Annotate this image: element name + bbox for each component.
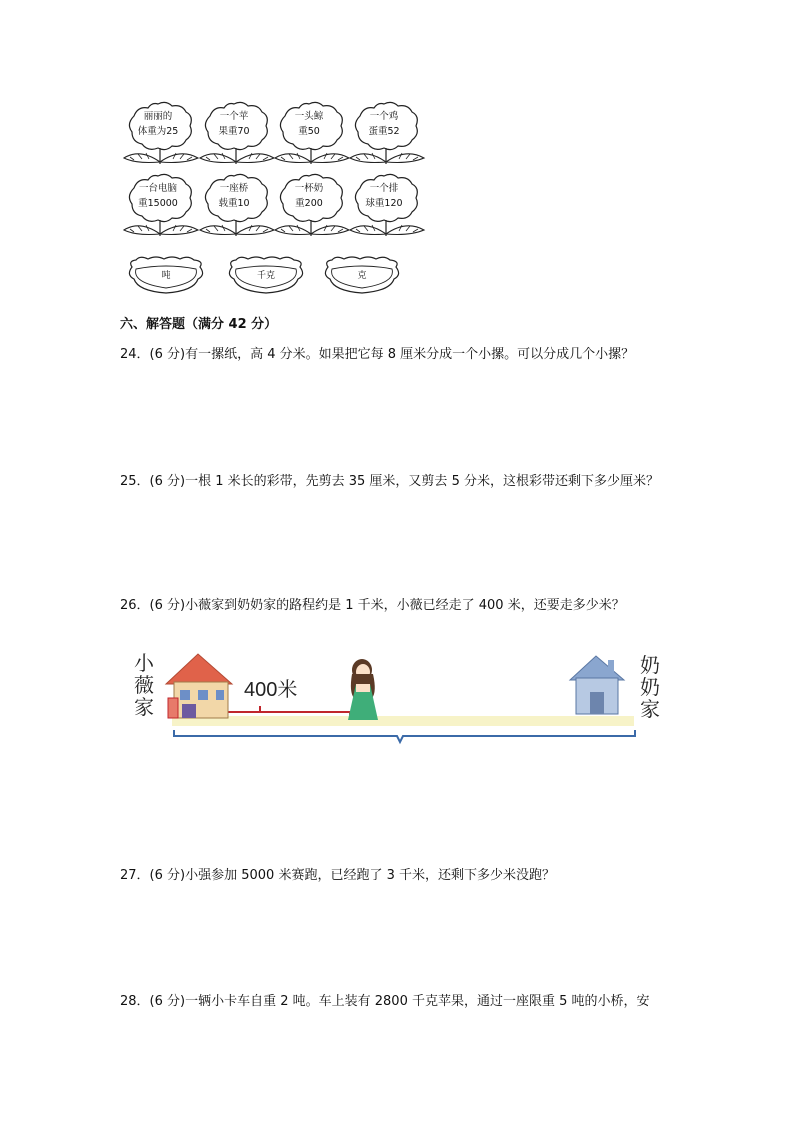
question-28: 28．(6 分)一辆小卡车自重 2 吨。车上装有 2800 千克苹果，通过一座限重 5 吨的小桥，安 (120, 994, 650, 1009)
flower-line-2: 果重70 (218, 126, 250, 137)
flower-line-1: 一杯奶 (294, 183, 324, 194)
pot-unit-label: 吨 (161, 271, 171, 281)
flower-line-1: 一个鸡 (369, 111, 399, 122)
left-home-label: 小 薇 家 (134, 651, 154, 719)
distance-brace (174, 730, 635, 742)
flower-line-1: 一座桥 (219, 183, 249, 194)
unit-pot (322, 255, 402, 295)
distance-label: 400米 (244, 679, 298, 701)
flower-line-1: 一个排 (369, 183, 399, 194)
flower-line-1: 一头鲸 (294, 111, 324, 122)
flower-card (120, 172, 202, 242)
unit-pot (126, 255, 206, 295)
xiaowei-house-icon (166, 654, 232, 718)
flower-line-2: 载重10 (218, 198, 250, 209)
flower-line-2: 重50 (298, 126, 320, 137)
route-drawing (132, 648, 672, 748)
flower-line-2: 重15000 (138, 198, 178, 209)
flower-line-2: 重200 (295, 198, 323, 209)
question-24: 24．(6 分)有一摞纸，高 4 分米。如果把它每 8 厘米分成一个小摞。可以分成几个小摞？ (120, 347, 635, 362)
question-26: 26．(6 分)小薇家到奶奶家的路程约是 1 千米，小薇已经走了 400 米，还要走多少米？ (120, 598, 625, 613)
route-figure (132, 648, 672, 748)
grandma-house-icon (570, 656, 624, 714)
flower-line-2: 球重120 (365, 198, 403, 209)
flower-card (196, 172, 278, 242)
flower-card (271, 100, 353, 170)
flower-line-1: 一台电脑 (138, 183, 177, 194)
flower-card (346, 100, 428, 170)
flower-line-2: 体重为25 (137, 126, 179, 137)
question-25: 25．(6 分)一根 1 米长的彩带，先剪去 35 厘米，又剪去 5 分米，这根彩带还剩下多少厘米？ (120, 474, 659, 489)
question-27: 27．(6 分)小强参加 5000 米赛跑，已经跑了 3 千米，还剩下多少米没跑？ (120, 868, 555, 883)
flower-card (271, 172, 353, 242)
section-title: 六、解答题（满分 42 分） (120, 317, 278, 332)
pot-unit-label: 千克 (256, 271, 275, 281)
girl-icon (348, 659, 378, 720)
pot-unit-label: 克 (357, 271, 367, 281)
unit-pot (226, 255, 306, 295)
flower-line-1: 丽丽的 (143, 111, 173, 122)
flower-card (346, 172, 428, 242)
flower-line-1: 一个苹 (219, 111, 249, 122)
road (172, 716, 634, 726)
right-home-label: 奶 奶 家 (640, 653, 660, 721)
flower-line-2: 蛋重52 (368, 126, 400, 137)
flower-card (196, 100, 278, 170)
flower-card (120, 100, 202, 170)
